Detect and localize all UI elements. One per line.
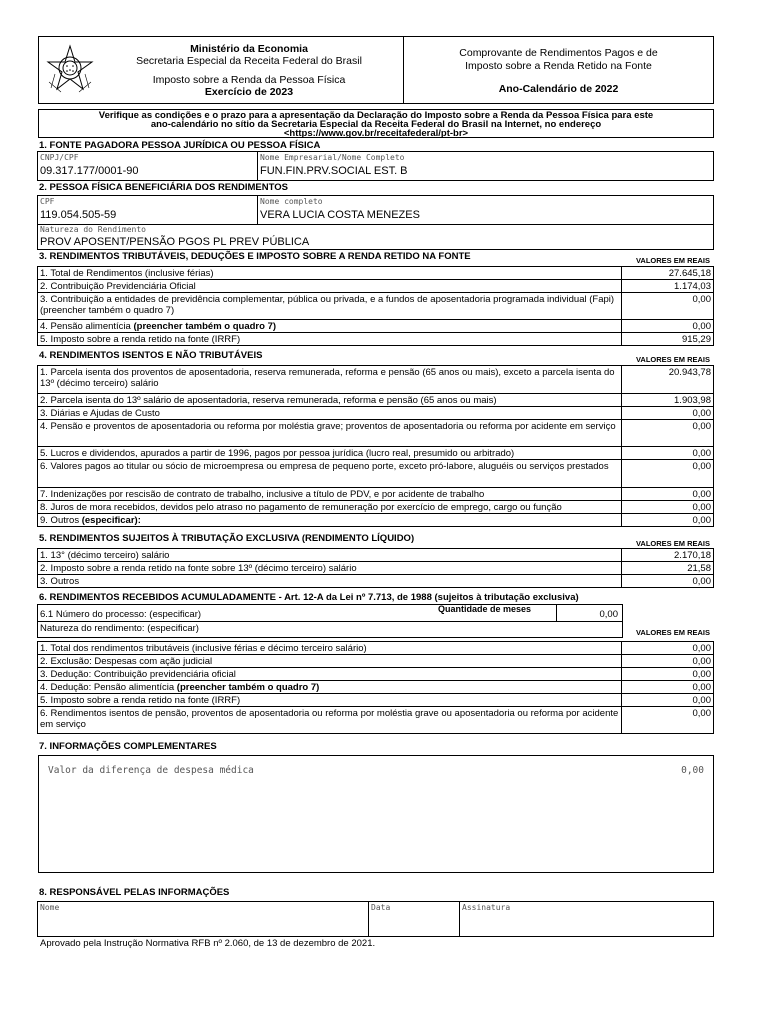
months-quantity-value: 0,00 [599, 609, 618, 620]
payer-cnpj-label: CNPJ/CPF [40, 153, 79, 162]
table-row [38, 320, 714, 333]
row-label-text: 2. Exclusão: Despesas com ação judicial [40, 656, 213, 667]
accumulated-income-table [37, 641, 714, 734]
document-title [404, 47, 713, 73]
tax-name: Imposto sobre a Renda da Pessoa Física [152, 74, 346, 86]
row-label-text: 3. Diárias e Ajudas de Custo [40, 408, 160, 419]
brazil-coat-of-arms-icon [45, 44, 95, 94]
row-label-note: (preencher também o quadro 7) [176, 682, 320, 693]
process-box [37, 604, 623, 638]
notice-line1: Verifique as condições e o prazo para a apresentação da Declaração do Imposto sobre a Renda da Pessoa Física para este [98, 110, 654, 121]
values-label-s3: VALORES EM REAIS [635, 256, 710, 265]
income-nature: PROV APOSENT/PENSÃO PGOS PL PREV PÚBLICA [40, 236, 310, 248]
responsible-divider1 [368, 902, 369, 936]
row-label [38, 549, 622, 562]
row-label [38, 575, 622, 588]
responsible-signature-label: Assinatura [462, 903, 511, 912]
row-label-note: (especificar): [81, 515, 141, 526]
payer-cnpj: 09.317.177/0001-90 [40, 165, 139, 177]
exempt-income-table [37, 365, 714, 527]
medical-difference-value: 0,00 [681, 765, 704, 776]
header-issuer [39, 37, 404, 103]
row-value: 0,00 [622, 707, 714, 734]
section4-title: 4. RENDIMENTOS ISENTOS E NÃO TRIBUTÁVEIS [39, 350, 263, 361]
row-label [38, 460, 622, 488]
row-label [38, 394, 622, 407]
row-value: 0,00 [622, 320, 714, 333]
table-row [38, 293, 714, 320]
row-label-text: 4. Pensão e proventos de aposentadoria ou reforma por moléstia grave; proventos de aposentadoria ou reforma por acidente em serviço [40, 421, 616, 432]
table-row [38, 514, 714, 527]
process-row-divider [38, 621, 622, 622]
table-row [38, 668, 714, 681]
row-label [38, 293, 622, 320]
row-label [38, 366, 622, 394]
responsible-box [37, 901, 714, 937]
responsible-name-label: Nome [40, 903, 60, 912]
notice-line2: ano-calendário no sítio da Secretaria Especial da Receita Federal do Brasil na Internet, no endereço [150, 119, 602, 130]
row-value: 0,00 [622, 642, 714, 655]
beneficiary-divider [257, 196, 258, 225]
row-value: 0,00 [622, 655, 714, 668]
row-label-text: 7. Indenizações por rescisão de contrato de trabalho, inclusive a título de PDV, e por acidente de trabalho [40, 489, 485, 500]
complementary-info-box [38, 755, 714, 873]
row-label-text: 5. Imposto sobre a renda retido na fonte (IRRF) [40, 695, 241, 706]
row-label-text: 1. Parcela isenta dos proventos de aposentadoria, reserva remunerada, reforma e pensão (65 anos ou mais), exceto a parcela isenta do 13º (décimo terceiro) salário [40, 367, 615, 389]
row-value: 0,00 [622, 694, 714, 707]
values-label-s4: VALORES EM REAIS [635, 355, 710, 364]
row-label [38, 562, 622, 575]
row-value: 0,00 [622, 293, 714, 320]
values-label-s5: VALORES EM REAIS [635, 539, 710, 548]
row-label [38, 501, 622, 514]
beneficiary-cpf-label: CPF [40, 197, 55, 206]
row-label-text: 1. Total dos rendimentos tributáveis (inclusive férias e décimo terceiro salário) [40, 643, 367, 654]
payer-box [37, 151, 714, 181]
taxable-income-table [37, 266, 714, 346]
payer-divider [257, 152, 258, 180]
section1-title: 1. FONTE PAGADORA PESSOA JURÍDICA OU PESSOA FÍSICA [39, 140, 321, 151]
exclusive-taxation-table [37, 548, 714, 588]
row-label-text: 9. Outros [40, 515, 82, 526]
row-value: 20.943,78 [622, 366, 714, 394]
row-value: 0,00 [622, 514, 714, 527]
table-row [38, 488, 714, 501]
beneficiary-cpf: 119.054.505-59 [40, 209, 117, 221]
row-label-text: 5. Imposto sobre a renda retido na fonte (IRRF) [40, 334, 241, 345]
row-label-text: 8. Juros de mora recebidos, devidos pelo atraso no pagamento de remuneração por exercício de emprego, cargo ou função [40, 502, 562, 513]
section7-title: 7. INFORMAÇÕES COMPLEMENTARES [39, 741, 217, 752]
row-value: 0,00 [622, 575, 714, 588]
row-label-text: 6. Valores pagos ao titular ou sócio de microempresa ou empresa de pequeno porte, exceto pró-labore, aluguéis ou serviços prestados [40, 461, 609, 472]
row-label-text: 3. Contribuição a entidades de previdência complementar, pública ou privada, e a fundos de aposentadoria programada individual (Fapi) (preencher também o quadro 7) [40, 294, 615, 316]
row-label [38, 407, 622, 420]
row-value: 0,00 [622, 668, 714, 681]
process-number-label: 6.1 Número do processo: (especificar) [40, 609, 202, 620]
qty-divider [556, 605, 557, 621]
payer-name-label: Nome Empresarial/Nome Completo [260, 153, 405, 162]
section3-title: 3. RENDIMENTOS TRIBUTÁVEIS, DEDUÇÕES E IMPOSTO SOBRE A RENDA RETIDO NA FONTE [39, 251, 471, 262]
beneficiary-box [37, 195, 714, 250]
beneficiary-name-label: Nome completo [260, 197, 323, 206]
row-label-text: 1. 13° (décimo terceiro) salário [40, 550, 170, 561]
values-label-s6: VALORES EM REAIS [635, 628, 710, 637]
table-row [38, 501, 714, 514]
row-value: 0,00 [622, 488, 714, 501]
medical-difference-label: Valor da diferença de despesa médica [48, 765, 254, 776]
row-label [38, 707, 622, 734]
row-label-text: 2. Parcela isenta do 13º salário de aposentadoria, reserva remunerada, reforma e pensão (65 anos ou mais) [40, 395, 497, 406]
row-label [38, 642, 622, 655]
document-title-line1: Comprovante de Rendimentos Pagos e de [459, 47, 658, 59]
row-label-text: 2. Imposto sobre a renda retido na fonte sobre 13º (décimo terceiro) salário [40, 563, 357, 574]
months-quantity-label: Quantidade de meses [438, 604, 532, 614]
table-row [38, 407, 714, 420]
table-row [38, 549, 714, 562]
row-label-text: 4. Pensão alimentícia [40, 321, 134, 332]
row-label-text: 4. Dedução: Pensão alimentícia [40, 682, 177, 693]
row-value: 1.903,98 [622, 394, 714, 407]
row-value: 0,00 [622, 447, 714, 460]
row-label-text: 3. Dedução: Contribuição previdenciária oficial [40, 669, 236, 680]
secretariat-name: Secretaria Especial da Receita Federal do Brasil [136, 55, 362, 67]
calendar-year: Ano-Calendário de 2022 [498, 83, 619, 95]
nature-specify-label: Natureza do rendimento: (especificar) [40, 623, 199, 634]
row-value: 0,00 [622, 420, 714, 447]
row-label [38, 668, 622, 681]
header-document-title [404, 37, 713, 103]
section5-title: 5. RENDIMENTOS SUJEITOS À TRIBUTAÇÃO EXCLUSIVA (RENDIMENTO LÍQUIDO) [39, 533, 415, 544]
responsible-divider2 [459, 902, 460, 936]
row-label [38, 655, 622, 668]
row-label [38, 320, 622, 333]
row-value: 0,00 [622, 460, 714, 488]
beneficiary-name: VERA LUCIA COSTA MENEZES [260, 209, 420, 221]
row-label-text: 3. Outros [40, 576, 80, 587]
row-label [38, 488, 622, 501]
row-label [38, 514, 622, 527]
ministry-name: Ministério da Economia [190, 43, 308, 55]
exercise-year: Exercício de 2023 [204, 86, 294, 98]
table-row [38, 333, 714, 346]
row-label [38, 694, 622, 707]
row-label-text: 5. Lucros e dividendos, apurados a partir de 1996, pagos por pessoa jurídica (lucro real, presumido ou arbitrado) [40, 448, 515, 459]
section6-title: 6. RENDIMENTOS RECEBIDOS ACUMULADAMENTE - Art. 12-A da Lei nº 7.713, de 1988 (sujeitos à tributação exclusiva) [39, 592, 579, 603]
table-row [38, 562, 714, 575]
row-value: 21,58 [622, 562, 714, 575]
row-label [38, 420, 622, 447]
table-row [38, 642, 714, 655]
row-value: 27.645,18 [622, 267, 714, 280]
table-row [38, 267, 714, 280]
table-row [38, 681, 714, 694]
row-value: 0,00 [622, 681, 714, 694]
row-label-note: (preencher também o quadro 7) [133, 321, 277, 332]
row-value: 1.174,03 [622, 280, 714, 293]
row-value: 2.170,18 [622, 549, 714, 562]
section8-title: 8. RESPONSÁVEL PELAS INFORMAÇÕES [39, 887, 230, 898]
row-label-text: 2. Contribuição Previdenciária Oficial [40, 281, 196, 292]
row-value: 0,00 [622, 407, 714, 420]
table-row [38, 655, 714, 668]
row-label [38, 333, 622, 346]
row-label-text: 6. Rendimentos isentos de pensão, proventos de aposentadoria ou reforma por moléstia grave ou aposentadoria ou reforma por acidente em serviço [40, 708, 619, 730]
table-row [38, 420, 714, 447]
section2-title: 2. PESSOA FÍSICA BENEFICIÁRIA DOS RENDIMENTOS [39, 182, 288, 193]
table-row [38, 460, 714, 488]
document-header [38, 36, 714, 104]
notice-line3: <https://www.gov.br/receitafederal/pt-br> [283, 128, 469, 139]
table-row [38, 447, 714, 460]
table-row [38, 575, 714, 588]
responsible-date-label: Data [371, 903, 391, 912]
row-label [38, 267, 622, 280]
row-label-text: 1. Total de Rendimentos (inclusive férias) [40, 268, 214, 279]
table-row [38, 366, 714, 394]
payer-name: FUN.FIN.PRV.SOCIAL EST. B [260, 165, 408, 177]
table-row [38, 694, 714, 707]
row-label [38, 447, 622, 460]
document-title-line2: Imposto sobre a Renda Retido na Fonte [465, 60, 652, 72]
approval-footer: Aprovado pela Instrução Normativa RFB nº 2.060, de 13 de dezembro de 2021. [40, 938, 376, 949]
row-label [38, 280, 622, 293]
table-row [38, 394, 714, 407]
table-row [38, 707, 714, 734]
income-nature-label: Natureza do Rendimento [40, 225, 146, 234]
notice-box [38, 109, 714, 138]
table-row [38, 280, 714, 293]
row-label [38, 681, 622, 694]
row-value: 0,00 [622, 501, 714, 514]
row-value: 915,29 [622, 333, 714, 346]
